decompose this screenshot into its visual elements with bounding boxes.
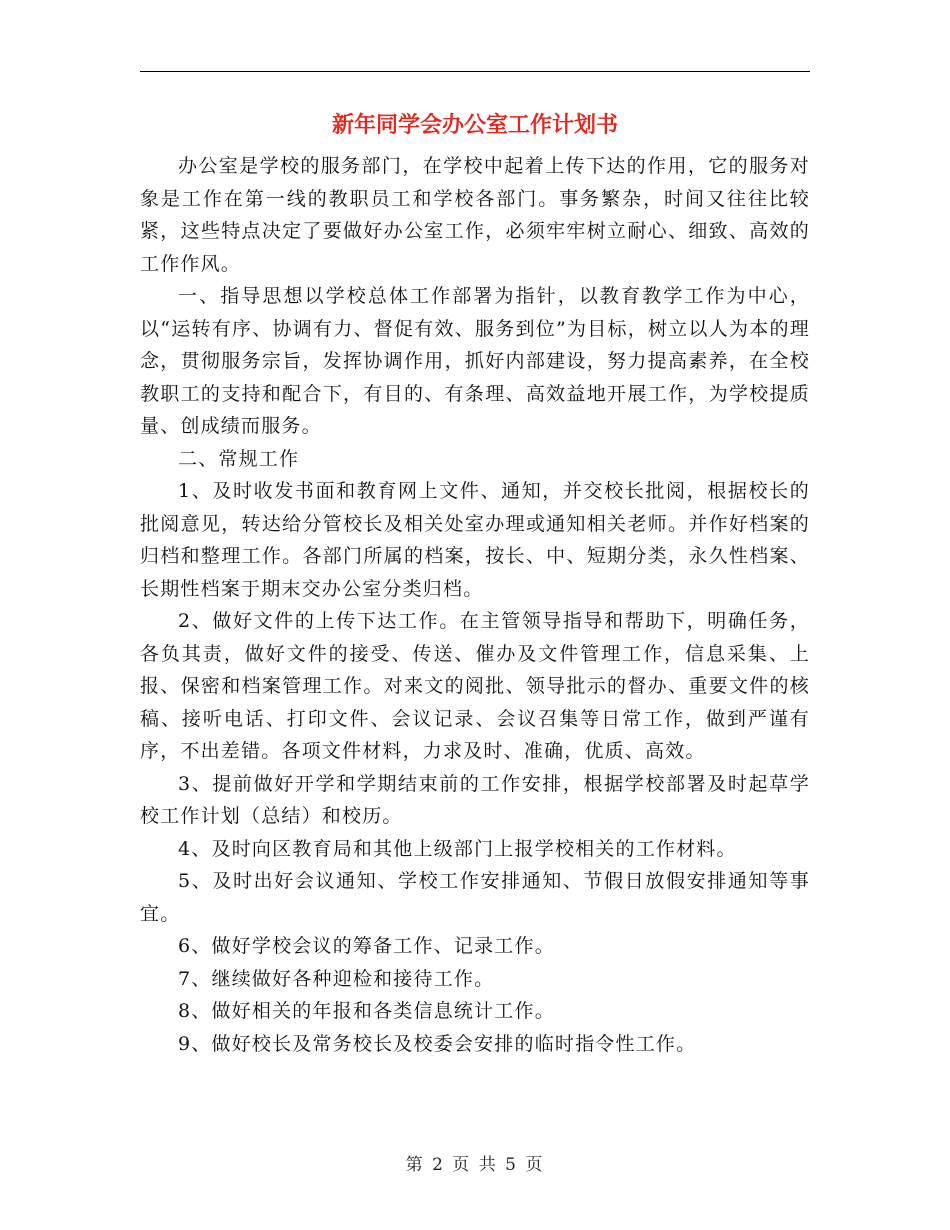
list-item-4: 4、及时向区教育局和其他上级部门上报学校相关的工作材料。 (178, 837, 737, 860)
paragraph-intro: 办公室是学校的服务部门，在学校中起着上传下达的作用，它的服务对象是工作在第一线的教职员工和学校各部门。事务繁杂，时间又往往比较紧，这些特点决定了要做好办公室工作，必须牢牢树立耐心、细致、高效的工作作风。 (140, 155, 810, 275)
list-item-5: 5、及时出好会议通知、学校工作安排通知、节假日放假安排通知等事宜。 (140, 870, 810, 925)
list-item-9: 9、做好校长及常务校长及校委会安排的临时指令性工作。 (178, 1032, 697, 1055)
list-item-1: 1、及时收发书面和教育网上文件、通知，并交校长批阅，根据校长的批阅意见，转达给分管校长及相关处室办理或通知相关老师。并作好档案的归档和整理工作。各部门所属的档案，按长、中、短期分类，永久性档案、长期性档案于期末交办公室分类归档。 (140, 480, 810, 600)
header-rule (140, 71, 810, 72)
list-item-8: 8、做好相关的年报和各类信息统计工作。 (178, 1000, 555, 1022)
document-body (140, 150, 810, 1060)
list-item-6: 6、做好学校会议的筹备工作、记录工作。 (178, 935, 555, 957)
page-number-footer: 第 2 页 共 5 页 (405, 1155, 545, 1175)
list-item-2: 2、做好文件的上传下达工作。在主管领导指导和帮助下，明确任务，各负其责，做好文件的接受、传送、催办及文件管理工作，信息采集、上报、保密和档案管理工作。对来文的阅批、领导批示的督办、重要文件的核稿、接听电话、打印文件、会议记录、会议召集等日常工作，做到严谨有序，不出差错。各项文件材料，力求及时、准确，优质、高效。 (140, 610, 810, 762)
list-item-3: 3、提前做好开学和学期结束前的工作安排，根据学校部署及时起草学校工作计划（总结）和校历。 (140, 772, 810, 827)
list-item-7: 7、继续做好各种迎检和接待工作。 (178, 967, 495, 990)
document-title: 新年同学会办公室工作计划书 (331, 113, 618, 138)
paragraph-guiding-principles: 一、指导思想以学校总体工作部署为指针，以教育教学工作为中心，以“运转有序、协调有力、督促有效、服务到位”为目标，树立以人为本的理念，贯彻服务宗旨，发挥协调作用，抓好内部建设，努力提高素养，在全校教职工的支持和配合下，有目的、有条理、高效益地开展工作，为学校提质量、创成绩而服务。 (140, 285, 810, 437)
section-heading-routine-work: 二、常规工作 (178, 447, 300, 470)
